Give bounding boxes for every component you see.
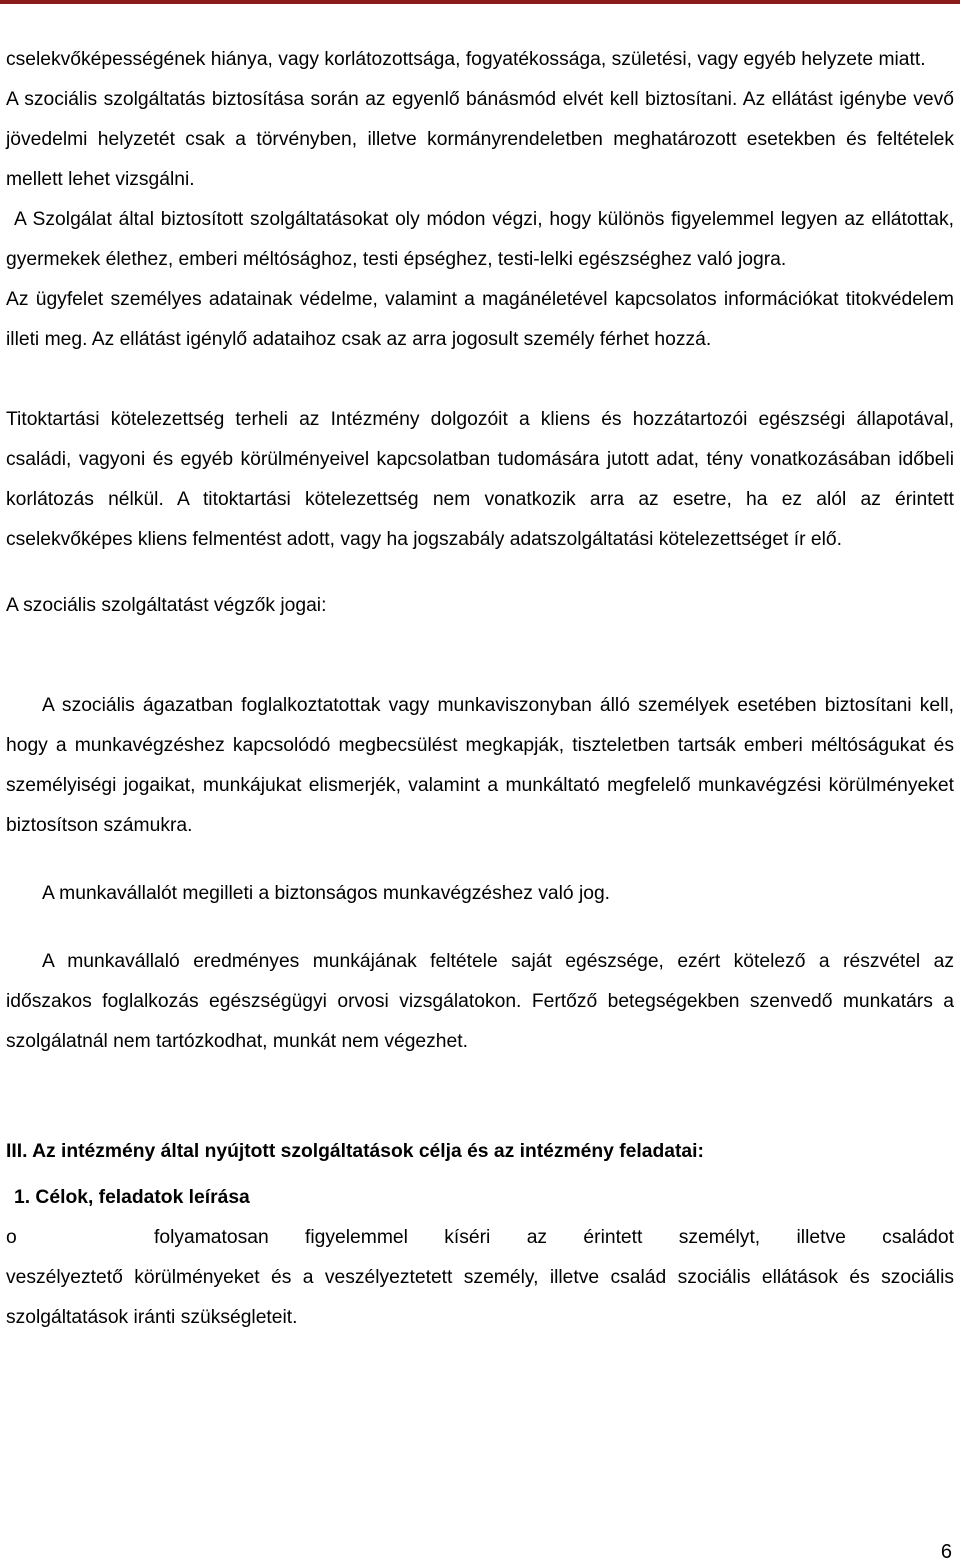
paragraph-staff-rights-title: A szociális szolgáltatást végzők jogai:	[6, 595, 327, 616]
bullet-first-line: folyamatosan figyelemmel kíséri az érintett személyt, illetve családot	[154, 1227, 954, 1248]
section-heading: III. Az intézmény által nyújtott szolgáltatások célja és az intézmény feladatai:	[6, 1141, 704, 1162]
staff-respect-text: A szociális ágazatban foglalkoztatottak vagy munkaviszonyban álló személyek esetében biztosítani kell, hogy a munkavégzéshez kapcsolódó megbecsülést megkapják, tiszteletben tartsák emberi méltóságukat és személyiségi jogaikat, munkájukat elismerjék, valamint a munkáltató megfelelő munkavégzési körülményeket biztosítson számukra.	[6, 695, 954, 836]
paragraph-service-rights: A Szolgálat által biztosított szolgáltatásokat oly módon végzi, hogy különös figyelemmel legyen az ellátottak, gyermekek élethez, emberi méltósághoz, testi épséghez, testi-lelki egészséghez való jogra.	[6, 209, 954, 270]
document-page	[6, 40, 954, 1338]
paragraph-equal-treatment: A szociális szolgáltatás biztosítása során az egyenlő bánásmód elvét kell biztosítani. Az ellátást igénybe vevő jövedelmi helyzetét csak a törvényben, illetve kormányrendeletben meghatározott esetekben és feltételek mellett lehet vizsgálni.	[6, 89, 954, 190]
bullet-item	[6, 1218, 954, 1258]
page-number: 6	[940, 1541, 952, 1563]
bullet-continuation: veszélyeztető körülményeket és a veszélyeztetett személy, illetve család szociális ellátások és szociális szolgáltatások iránti szükségleteit.	[6, 1267, 954, 1328]
paragraph-confidentiality: Titoktartási kötelezettség terheli az Intézmény dolgozóit a kliens és hozzátartozói egészségi állapotával, családi, vagyoni és egyéb körülményeivel kapcsolatban tudomására jutott adat, tény vonatkozásában időbeli korlátozás nélkül. A titoktartási kötelezettség nem vonatkozik arra az esetre, ha ez alól az érintett cselekvőképes kliens felmentést adott, vagy ha jogszabály adatszolgáltatási kötelezettséget ír elő.	[6, 409, 954, 550]
paragraph-health-requirement: A munkavállaló eredményes munkájának feltétele saját egészsége, ezért kötelező a részvétel az időszakos foglalkozás egészségügyi orvosi vizsgálatokon. Fertőző betegségekben szenvedő munkatárs a szolgálatnál nem tartózkodhat, munkát nem végezhet.	[6, 951, 954, 1052]
paragraph-legal-capacity: cselekvőképességének hiánya, vagy korlátozottsága, fogyatékossága, születési, vagy egyéb helyzete miatt.	[6, 49, 926, 70]
paragraph-data-protection: Az ügyfelet személyes adatainak védelme, valamint a magánéletével kapcsolatos információkat titokvédelem illeti meg. Az ellátást igénylő adataihoz csak az arra jogosult személy férhet hozzá.	[6, 289, 954, 350]
subsection-heading: 1. Célok, feladatok leírása	[14, 1187, 250, 1208]
paragraph-safe-work: A munkavállalót megilleti a biztonságos munkavégzéshez való jog.	[42, 883, 611, 904]
bullet-marker: o	[6, 1227, 17, 1248]
header-rule	[0, 0, 960, 4]
paragraph-staff-respect	[6, 686, 954, 846]
